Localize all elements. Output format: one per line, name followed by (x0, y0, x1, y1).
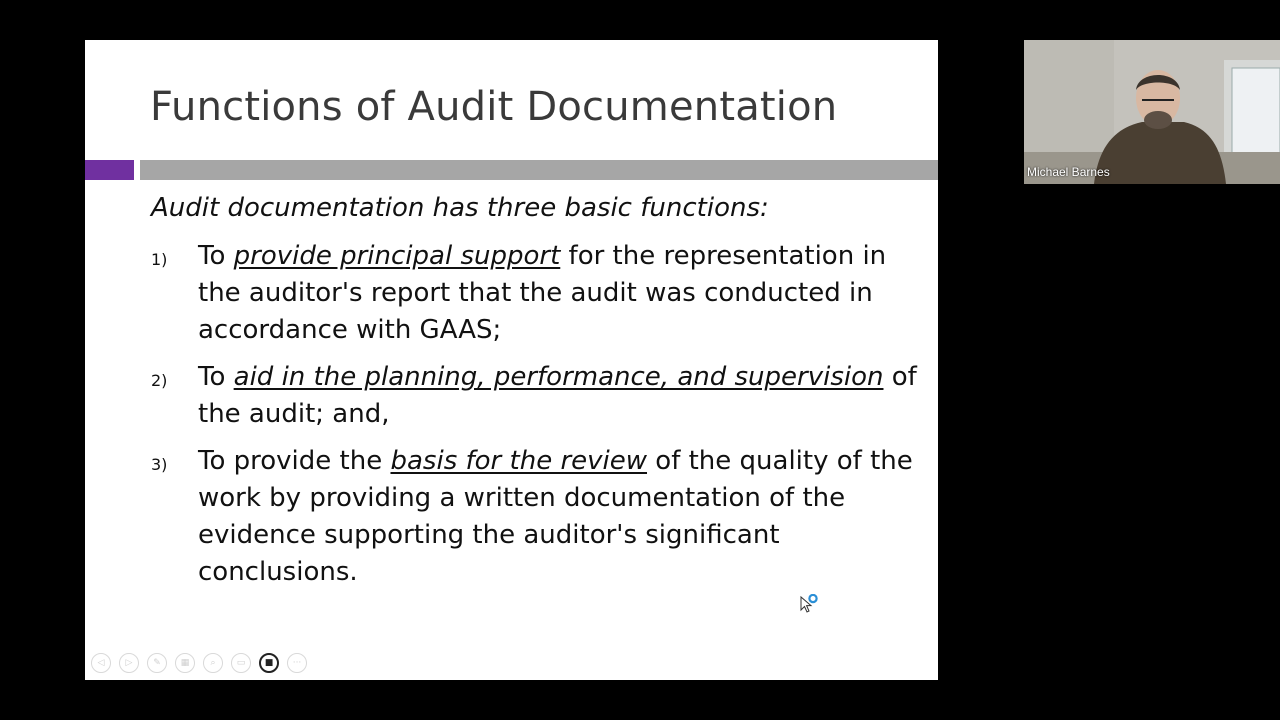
item-text-before: To (198, 362, 234, 392)
slide-title: Functions of Audit Documentation (150, 84, 838, 130)
list-item-number: 1) (151, 250, 168, 269)
list-item (85, 443, 938, 591)
mouse-pointer-icon (800, 594, 822, 616)
list-item-text (198, 359, 918, 433)
item-text-after: of the quality of the work by providing a written documentation of the evidence supporting the auditor's significant conclusions. (198, 446, 913, 587)
item-highlight: basis for the review (390, 446, 648, 476)
more-options-icon[interactable]: ··· (287, 653, 307, 673)
all-slides-icon[interactable]: ▦ (175, 653, 195, 673)
list-item (85, 359, 938, 433)
list-item (85, 238, 938, 349)
presentation-slide (85, 40, 938, 680)
title-accent-bar (85, 160, 134, 180)
participant-video-feed (1024, 40, 1280, 184)
slide-intro-text: Audit documentation has three basic functions: (151, 193, 769, 223)
pen-icon[interactable]: ✎ (147, 653, 167, 673)
functions-list (85, 238, 938, 601)
camera-icon[interactable]: ■ (259, 653, 279, 673)
slideshow-toolbar (91, 652, 307, 674)
item-highlight: aid in the planning, performance, and supervision (233, 362, 884, 392)
list-item-number: 3) (151, 455, 168, 474)
previous-slide-icon[interactable]: ◁ (91, 653, 111, 673)
subtitles-icon[interactable]: ▭ (231, 653, 251, 673)
item-text-before: To provide the (198, 446, 391, 476)
zoom-icon[interactable]: ⌕ (203, 653, 223, 673)
participant-video-tile[interactable] (1024, 40, 1280, 184)
next-slide-icon[interactable]: ▷ (119, 653, 139, 673)
list-item-text (198, 238, 918, 349)
item-text-before: To (198, 241, 234, 271)
participant-name-label: Michael Barnes (1027, 165, 1110, 179)
title-divider-bar (140, 160, 938, 180)
list-item-number: 2) (151, 371, 168, 390)
list-item-text (198, 443, 918, 591)
item-highlight: provide principal support (233, 241, 561, 271)
item-text-after: of the audit; and, (198, 362, 917, 429)
item-text-after: for the representation in the auditor's report that the audit was conducted in accordance with GAAS; (198, 241, 887, 345)
